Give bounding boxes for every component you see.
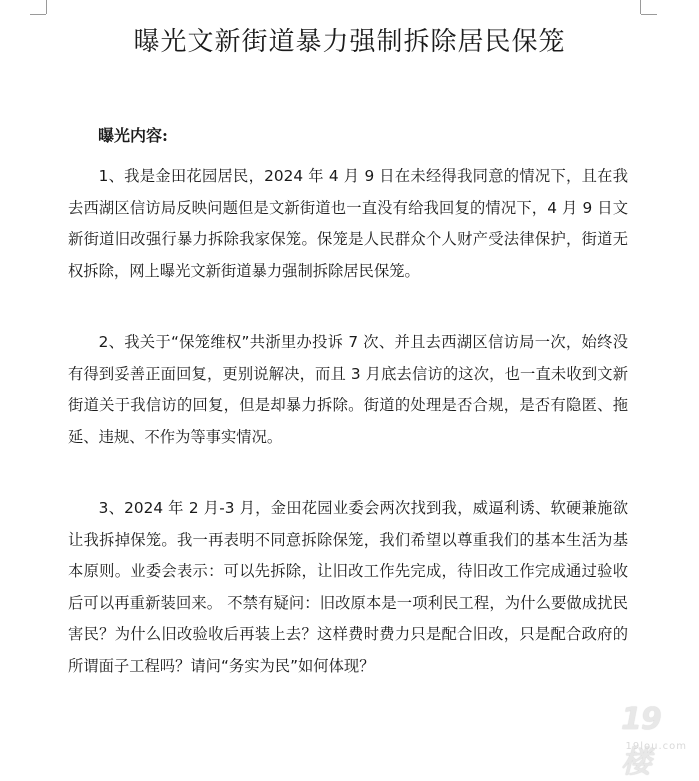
watermark-logo (621, 702, 691, 780)
section-heading: 曝光内容: (98, 126, 168, 145)
logo-subtext: 19lou.com (625, 741, 687, 752)
paragraph-3: 3、2024 年 2 月-3 月，金田花园业委会两次找到我，威逼利诱、软硬兼施欲让我拆掉保笼。我一再表明不同意拆除保笼，我们希望以尊重我们的基本生活为基本原则。业委会表示：可以先拆除，让旧改工作先完成，待旧改工作完成通过验收后可以再重新装回来。 不禁有疑问：旧改原本是一项利民工程，为什么要做成扰民害民？为什么旧改验收后再装上去？这样费时费力只是配合旧改，只是配合政府的所谓面子工程吗？请问“务实为民”如何体现？ (68, 499, 628, 675)
crop-mark (30, 14, 46, 15)
crop-mark (640, 0, 641, 14)
crop-mark (641, 14, 657, 15)
document-title: 曝光文新街道暴力强制拆除居民保笼 (133, 27, 566, 57)
paragraph-1: 1、我是金田花园居民，2024 年 4 月 9 日在未经得我同意的情况下，且在我去西湖区信访局反映问题但是文新街道也一直没有给我回复的情况下，4 月 9 日文新街道旧改强行暴力拆除我家保笼。保笼是人民群众个人财产受法律保护，街道无权拆除，网上曝光文新街道暴力强制拆除居民保笼。 (68, 167, 628, 280)
paragraph-2: 2、我关于“保笼维权”共浙里办投诉 7 次、并且去西湖区信访局一次，始终没有得到妥善正面回复，更别说解决，而且 3 月底去信访的这次，也一直未收到文新街道关于我信访的回复，但是却暴力拆除。街道的处理是否合规，是否有隐匿、拖延、违规、不作为等事实情况。 (68, 333, 628, 446)
crop-mark (46, 0, 47, 14)
logo-text: 19楼 (621, 702, 661, 780)
